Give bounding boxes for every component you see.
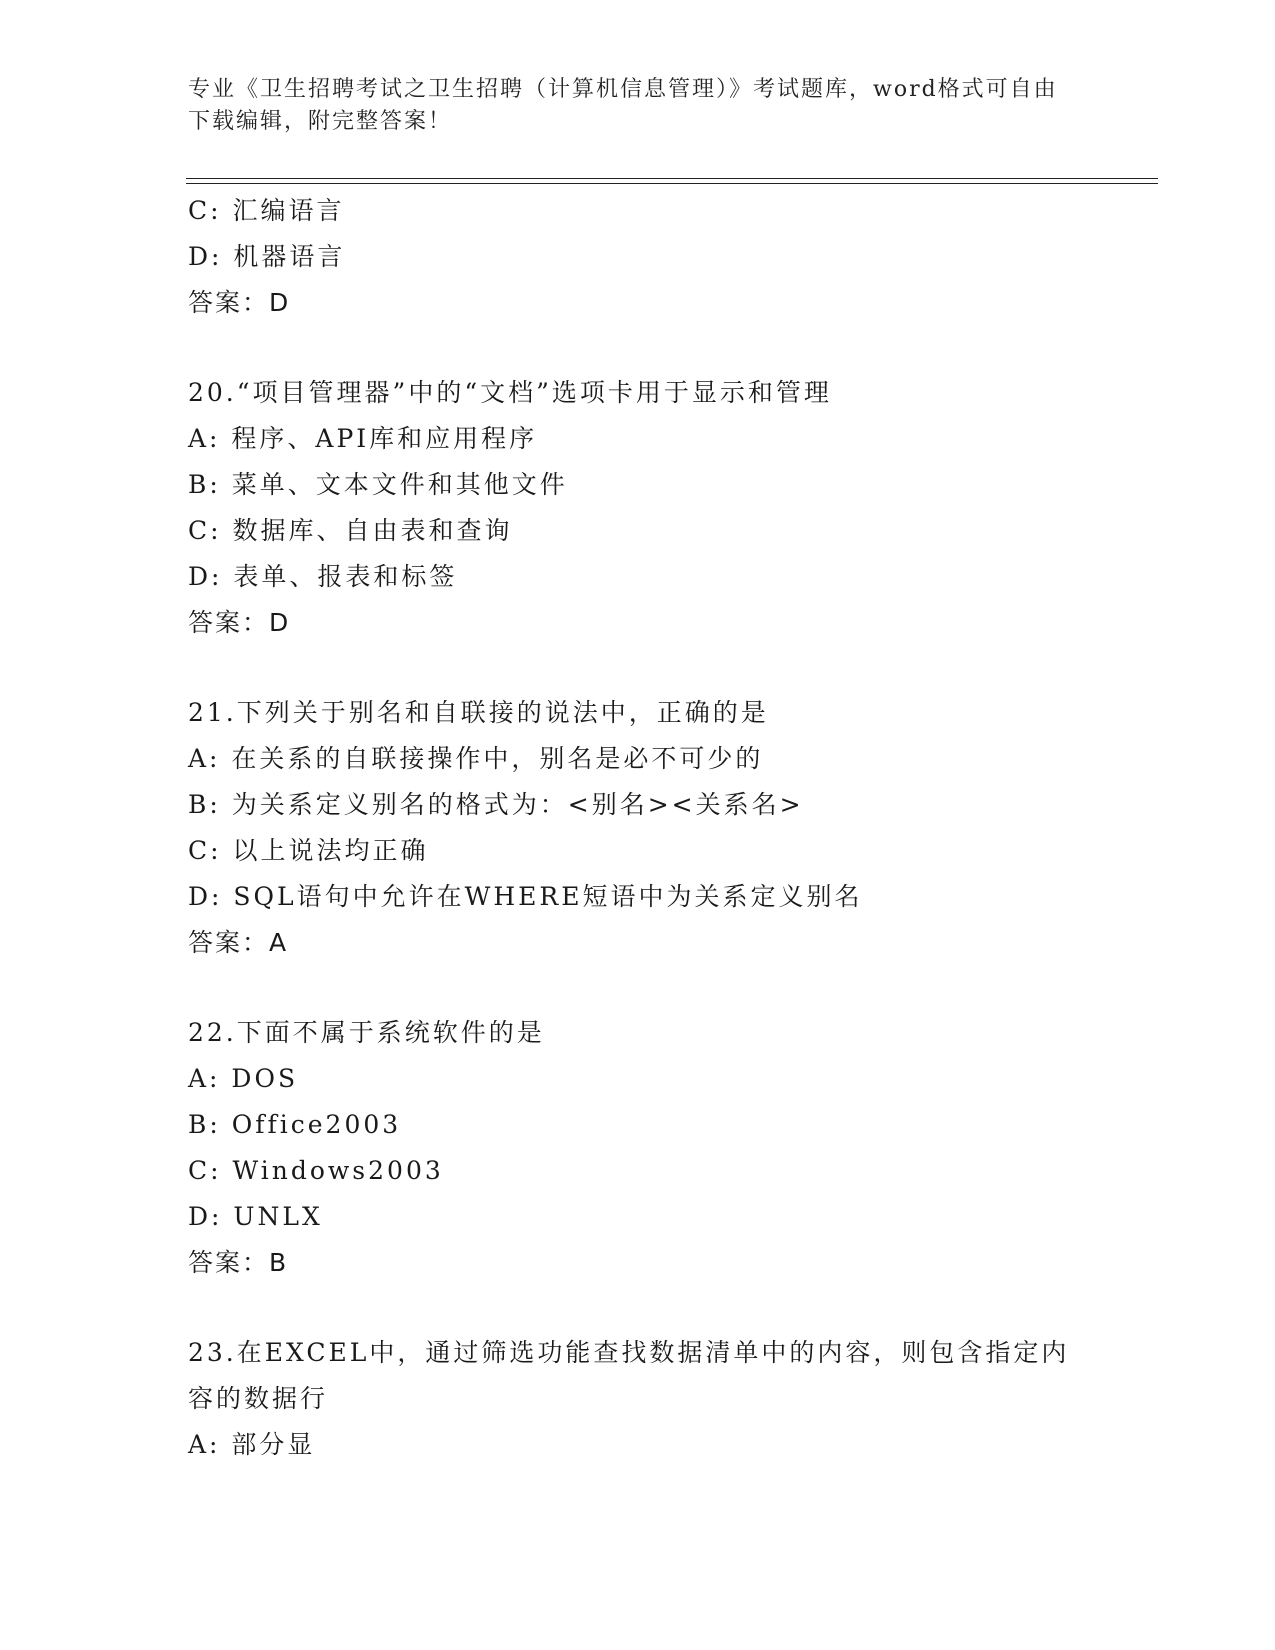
answer: 答案：D	[188, 608, 291, 637]
option-d: D: 表单、报表和标签	[188, 562, 458, 591]
answer: 答案：D	[188, 288, 291, 317]
answer: 答案：B	[188, 1248, 289, 1277]
document-body	[188, 188, 1088, 1468]
question-22	[188, 1010, 1088, 1286]
question-stem: 20.“项目管理器”中的“文档”选项卡用于显示和管理	[188, 378, 832, 407]
option-a: A: 在关系的自联接操作中，别名是必不可少的	[188, 744, 764, 773]
option-c: C: 汇编语言	[188, 196, 345, 225]
question-19-tail	[188, 188, 1088, 326]
option-b: B: 为关系定义别名的格式为：<别名><关系名>	[188, 790, 804, 819]
question-23	[188, 1330, 1088, 1468]
question-21	[188, 690, 1088, 966]
option-a: A: 部分显	[188, 1430, 316, 1459]
answer: 答案：A	[188, 928, 289, 957]
header-rule-top	[186, 178, 1158, 179]
option-d: D: UNLX	[188, 1202, 323, 1231]
question-20	[188, 370, 1088, 646]
page-header: 专业《卫生招聘考试之卫生招聘（计算机信息管理）》考试题库，word格式可自由下载编辑，附完整答案！	[188, 77, 1058, 134]
option-a: A: DOS	[188, 1064, 299, 1093]
option-b: B: 菜单、文本文件和其他文件	[188, 470, 568, 499]
option-b: B: Office2003	[188, 1110, 402, 1139]
option-d: D: 机器语言	[188, 242, 346, 271]
option-c: C: Windows2003	[188, 1156, 444, 1185]
option-c: C: 以上说法均正确	[188, 836, 429, 865]
question-stem: 21.下列关于别名和自联接的说法中，正确的是	[188, 698, 769, 727]
question-stem: 22.下面不属于系统软件的是	[188, 1018, 545, 1047]
question-stem: 23.在EXCEL中，通过筛选功能查找数据清单中的内容，则包含指定内容的数据行	[188, 1338, 1070, 1413]
header-rule-bottom	[186, 183, 1158, 184]
option-a: A: 程序、API库和应用程序	[188, 424, 538, 453]
option-c: C: 数据库、自由表和查询	[188, 516, 513, 545]
option-d: D: SQL语句中允许在WHERE短语中为关系定义别名	[188, 882, 863, 911]
